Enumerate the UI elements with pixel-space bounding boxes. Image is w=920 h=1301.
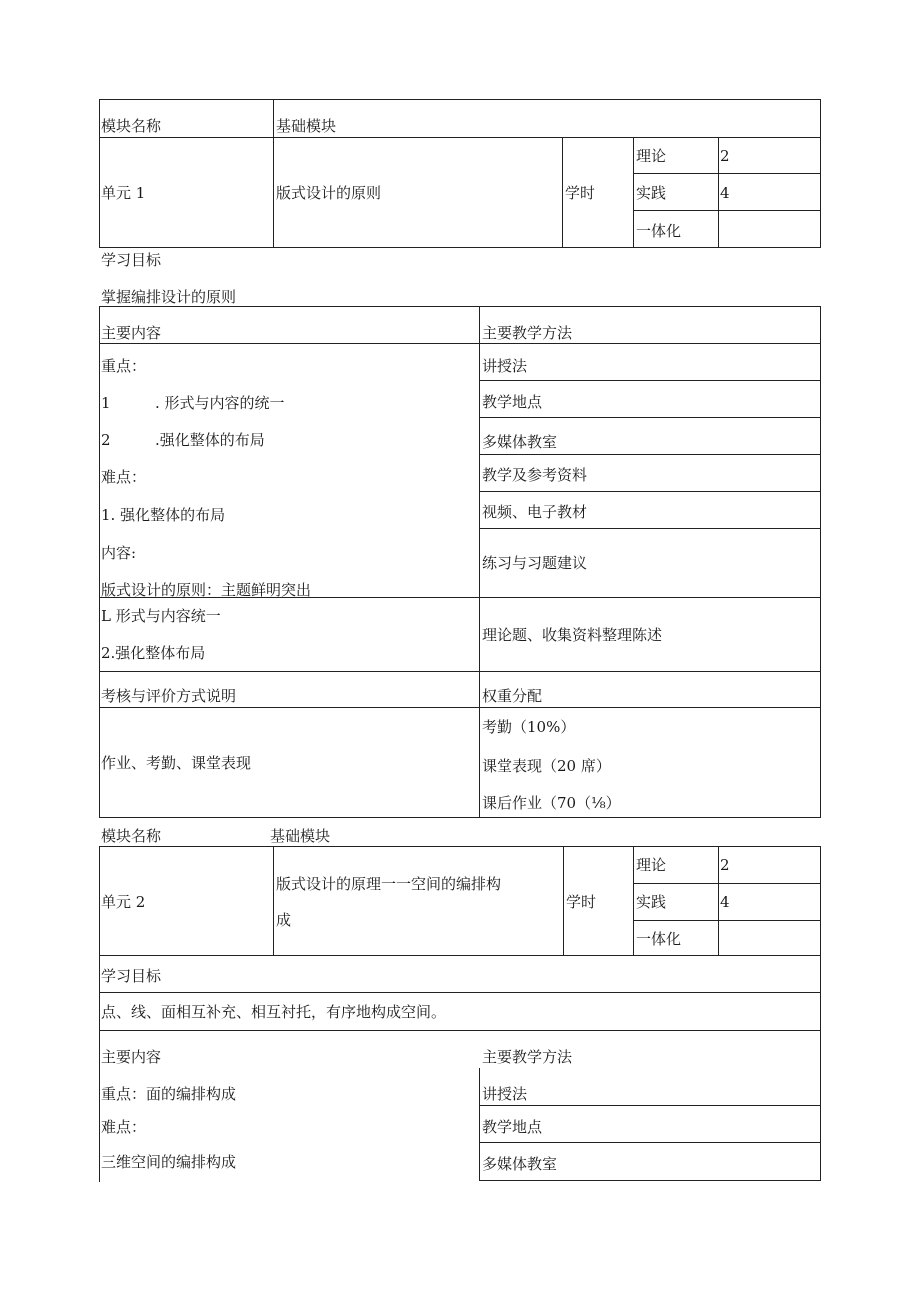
unit1-weight-attendance: 考勤（10%） <box>482 718 576 736</box>
unit2-hours-practice-value: 4 <box>720 893 730 911</box>
unit1-hours-theory-label: 理论 <box>636 147 667 165</box>
unit1-difficulty-item: 1. 强化整体的布局 <box>101 506 226 524</box>
unit1-objective-label: 学习目标 <box>101 251 162 269</box>
unit1-references-value: 视频、电子教材 <box>482 503 588 521</box>
unit2-location-label: 教学地点 <box>482 1118 543 1136</box>
unit1-weight-label: 权重分配 <box>482 687 543 705</box>
unit2-module-label: 模块名称 <box>101 827 162 845</box>
unit1-method-lecture: 讲授法 <box>482 357 528 375</box>
unit1-unit-title: 版式设计的原则 <box>276 184 382 202</box>
unit2-difficulty-label: 难点： <box>101 1118 147 1136</box>
unit1-hours-practice-label: 实践 <box>636 184 667 202</box>
unit1-hours-theory-value: 2 <box>720 147 730 165</box>
unit2-difficulty-text: 三维空间的编排构成 <box>101 1153 237 1171</box>
unit1-objective-text: 掌握编排设计的原则 <box>101 288 237 306</box>
unit1-exercise-value: 理论题、收集资料整理陈述 <box>482 626 663 644</box>
unit1-hours-practice-value: 4 <box>720 184 730 202</box>
unit1-key-item1-text: . 形式与内容的统一 <box>155 394 285 412</box>
unit1-module-value: 基础模块 <box>276 117 337 135</box>
unit1-method-header: 主要教学方法 <box>482 324 573 342</box>
unit1-hours-label: 学时 <box>565 184 596 202</box>
unit1-difficulty-label: 难点： <box>101 468 147 486</box>
unit1-assessment-value: 作业、考勤、课堂表现 <box>101 754 252 772</box>
unit1-key-item2-text: .强化整体的布局 <box>155 431 265 449</box>
unit1-key-item2-num: 2 <box>101 431 111 449</box>
unit1-hours-integrated-label: 一体化 <box>636 222 682 240</box>
unit1-weight-classroom: 课堂表现（20 席） <box>482 757 611 775</box>
unit1-weight-homework: 课后作业（70（⅛） <box>482 794 621 812</box>
unit2-hours-theory-label: 理论 <box>636 856 667 874</box>
unit1-content-line2: L 形式与内容统一 <box>101 607 221 625</box>
unit1-exercise-label: 练习与习题建议 <box>482 554 588 572</box>
unit1-module-label: 模块名称 <box>101 117 162 135</box>
unit1-content-label: 内容: <box>101 544 137 562</box>
unit2-method-lecture: 讲授法 <box>482 1085 528 1103</box>
unit2-location-value: 多媒体教室 <box>482 1155 558 1173</box>
unit2-module-value: 基础模块 <box>270 827 331 845</box>
unit2-unit-label: 单元 2 <box>101 893 146 911</box>
unit2-method-header: 主要教学方法 <box>482 1048 573 1066</box>
unit2-content-header: 主要内容 <box>101 1048 162 1066</box>
unit1-content-line1: 版式设计的原则：主题鲜明突出 <box>101 581 312 599</box>
unit2-key-text: 重点：面的编排构成 <box>101 1085 237 1103</box>
unit2-objective-label: 学习目标 <box>101 967 162 985</box>
unit2-hours-theory-value: 2 <box>720 856 730 874</box>
unit2-hours-integrated-label: 一体化 <box>636 930 682 948</box>
unit1-key-label: 重点： <box>101 357 147 375</box>
unit1-content-line3: 2.强化整体布局 <box>101 644 206 662</box>
unit2-objective-text: 点、线、面相互补充、相互衬托，有序地构成空间。 <box>101 1003 447 1021</box>
unit2-unit-title-line1: 版式设计的原理一一空间的编排构 <box>276 875 502 893</box>
unit1-location-label: 教学地点 <box>482 393 543 411</box>
unit2-hours-label: 学时 <box>566 893 597 911</box>
unit1-assessment-label: 考核与评价方式说明 <box>101 687 237 705</box>
unit1-content-header: 主要内容 <box>101 324 162 342</box>
unit2-unit-title-line2: 成 <box>276 911 292 929</box>
unit1-key-item1-num: 1 <box>101 394 111 412</box>
unit1-unit-label: 单元 1 <box>101 184 146 202</box>
unit1-location-value: 多媒体教室 <box>482 433 558 451</box>
unit1-references-label: 教学及参考资料 <box>482 466 588 484</box>
unit2-hours-practice-label: 实践 <box>636 893 667 911</box>
